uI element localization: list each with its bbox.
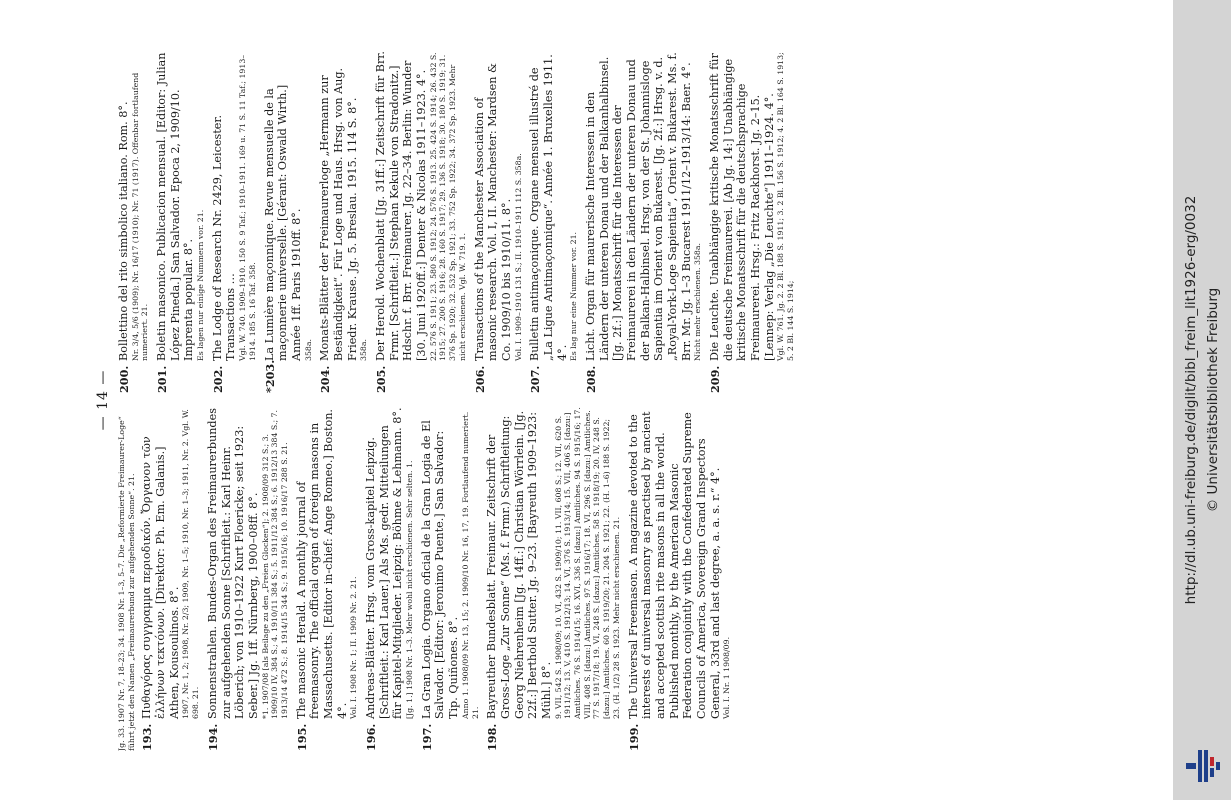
entry-title: Der Herold. Wochenblatt [Jg. 31ff.:] Zeitschrift für Brr. Frmr. [Schriftleit.:] Stephan Kekule von Stradonitz.] Hdschr. f. Brr. Freimaurer. Jg. 22–34. Berlin: Wunder [30. Juni 1920ff.:] Denter & Nicolas 1911–1923. 4°. — [373, 51, 428, 361]
continuation-note: Jg. 33. 1907 Nr. 7, 18–23; 34. 1908 Nr. 1–3, 5–7. Die „Reformierte Freimaurer-Loge“ führt jetzt den Namen „Freimaurerbund zur aufgehenden Sonne“. 21. — [116, 416, 136, 751]
entry-title: Licht. Organ für maurerische Interessen in den Ländern der unteren Donau und der Balkanhalbinsel. [Jg. 2f.:] Monatsschrift für die Interessen der Freimaurerei in den Ländern der unteren Donau und der Balkan-Halbinsel. Hrsg. von der St. Johannisloge Sapientia im Orient von Bukarest. [Jg. 2f.:] Hrsg. v. d. „Royal-York-Loge Sapientia“, Orient v. Bukarest. Ms. f. Brr. Mr. Jg. 1–3 Bucarest 1911/12–1913/14: Baer. 4°. — [583, 52, 693, 361]
logo-bar — [1186, 763, 1196, 769]
entry-number: 205. — [373, 365, 388, 393]
entry-holdings: Vol. I. 1909–1910 131 S.; II. 1910–1911 112 S. 358a. — [513, 153, 523, 361]
bibliography-entry — [155, 49, 206, 393]
entry-title: The Lodge of Research Nr. 2429, Leicester. Transactions … — [210, 114, 237, 361]
logo-bar — [1198, 750, 1202, 782]
entry-title: Transactions of the Manchester Association of masonic research. Vol. I, II. Manchester: Mardsen & Co. 1909/10 bis 1910/11. 8°. — [472, 63, 513, 361]
entry-holdings: Vol. I. 1908 Nr. 1; II. 1909 Nr. 2. 21. — [348, 576, 358, 719]
entry-number: 197. — [419, 723, 434, 751]
entry-body — [626, 407, 731, 719]
bibliography-entry — [210, 49, 257, 393]
entry-title: La Gran Logia. Organo oficial de la Gran Logia de El Salvador. [Editor: Jeronimo Puente.] San Salvador: Tip. Quiñones. 8°. — [419, 420, 460, 719]
entry-body — [419, 407, 479, 719]
entry-number: 202. — [210, 365, 225, 393]
entry-title: The masonic Herald. A monthly journal of freemasonry. The official organ of foreign masons in Massachusetts. [Editor in-chief: Ange Romeo.] Boston. 4°. — [294, 409, 349, 719]
rotated-page — [87, 35, 1087, 765]
entry-body — [707, 49, 795, 361]
entry-holdings: Vgl. W. 740. 1909–1910. 150 S. 9 Taf.; 1910–1911. 169 u. 71 S. 11 Taf.; 1913–1914. 185 S. 16 Taf. 358. — [237, 54, 257, 361]
entry-number: *203. — [262, 359, 277, 393]
bibliography-entry — [364, 407, 415, 751]
entry-holdings: Es lagen nur einige Nummern vor. 21. — [195, 209, 205, 361]
logo-bar — [1210, 768, 1214, 777]
bibliography-entry — [472, 49, 523, 393]
bibliography-entry — [528, 49, 579, 393]
entry-holdings: Vol. I. Nr. 1 1908/09. — [721, 636, 731, 719]
entry-holdings: 358a. — [303, 338, 313, 361]
column-left — [117, 407, 1077, 751]
entry-holdings: Vgl. W. 761. Jg. 2. 2 Bl. 188 S. 1911; 3. 2 Bl. 156 S. 1912; 4. 2 Bl. 164 S. 1913; 5. 2 Bl. 144 S. 1914; — [775, 52, 795, 361]
entry-body — [583, 49, 702, 361]
entry-title: Boletin masonico. Publicacion mensual. [Editor: Julian López Pineda.] San Salvador. Epoca 2, 1909/10. Imprenta popular. 8°. — [154, 52, 195, 361]
entry-body — [117, 49, 150, 361]
entry-number: 198. — [484, 723, 499, 751]
column-right — [117, 49, 1077, 393]
entry-body — [155, 49, 206, 361]
entry-number: 193. — [139, 723, 154, 751]
entry-holdings: 1907, Nr. 1, 2; 1908, Nr. 2/3; 1909, Nr. 1–5; 1910, Nr. 1–3; 1911, Nr. 2. Vgl. W. 698. 21. — [180, 409, 200, 719]
page-header: — 14 — — [94, 369, 111, 431]
entry-body — [318, 49, 369, 361]
entry-title: The Universal Freemason. A magazine devoted to the interests of universal masonry as practised by ancient and accepted scottish rite masons in all the world. Published monthly, by the American Masonic Federation conjointly with the Confederated Supreme Councils of America, Sovereign Grand Inspectors General, 33rd and last degree, a. a. s. r.“ 4°. — [626, 411, 722, 719]
library-logo-icon — [1184, 748, 1222, 784]
entry-number: 208. — [583, 365, 598, 393]
sidebar — [1173, 0, 1231, 800]
entry-holdings: 358a. — [358, 338, 368, 361]
entry-number: 194. — [205, 723, 220, 751]
bibliography-entry — [374, 49, 468, 393]
page-columns — [117, 35, 1077, 765]
entry-holdings: Anno 1. 1908/09 Nr. 13, 15; 2. 1909/10 Nr. 16, 17, 19. Fortlaufend numeriert. 21. — [460, 411, 479, 719]
entry-number: 200. — [116, 365, 131, 393]
bibliography-entry — [419, 407, 479, 751]
copyright-text: © Universitätsbibliothek Freiburg — [1205, 287, 1221, 513]
entry-number: 199. — [626, 723, 641, 751]
entry-holdings: Nicht mehr erschienen. 358a. — [692, 242, 702, 361]
entry-title: Bayreuther Bundesblatt. Freimaur. Zeitschrift der Gross-Loge „Zur Sonne“ (Ms. f. Frmr.) Schriftleitung: Georg Niehrenheim [Jg. 14ff.:] Christian Wörrlein. [Jg. 22f.:] Berthold Sutter. Jg. 9–23. [Bayreuth 1909–1923: Mühl.] 8°. — [484, 410, 553, 719]
entry-title: Bollettino del rito simbolico italiano. Rom. 8°. — [116, 101, 130, 361]
bibliography-entry — [117, 49, 150, 393]
entry-holdings: *1. 1907/08 [als Beilage zu den „Freien Glocken“]; 2. 1908/09 312 S.; 3. 1909/10 IV, 384 S.; 4. 1910/11 384 S.; 5. 1911/12 384 S.; 6. 1912/13 384 S.; 7. 1913/14 472 S.; 8. 1914/15 344 S.; 9. 1915/16; 10. 1916/17 288 S. 21. — [260, 409, 289, 719]
bibliography-entry — [485, 407, 621, 751]
source-url-link[interactable]: http://dl.ub.uni-freiburg.de/diglit/bibl_freim_lit1926-erg/0032 — [1183, 195, 1199, 605]
entry-holdings: 9. VII, 542 S. 1908/09; 10. VI, 432 S. 1909/10; 11. VII, 608 S.; 12. VII, 620 S. 1911/12; 13. V, 410 S. 1912/13; 14. VI, 376 S. 1913/14; 15. VII, 406 S. [dazu:] Amtliches. 76 S. 1914/15; 16. XVI, 336 S. [dazu:] Amtliches. 94 S. 1915/16; 17. VIII, 408 S. [dazu:] Amtliches. 97 S. 1916/17; 18. VI, 296 S. [dazu:] Amtliches. 77 S. 1917/18; 19. VI, 248 S. [dazu:] Amtliches. 58 S. 1918/19; 20. IV, 248 S. [dazu:] Amtliches. 60 S. 1919/20; 21. 204 S. 1921; 22. (H. 1–6) 188 S. 1922; 23. (H. 1/2) 28 S. 1923. Mehr nicht erschienen. 21. — [553, 407, 621, 719]
entry-number: 195. — [294, 723, 309, 751]
entry-number: 201. — [154, 365, 169, 393]
bibliography-entry — [707, 49, 795, 393]
logo-bar — [1204, 750, 1208, 782]
entry-body — [472, 49, 523, 361]
entry-body — [262, 49, 313, 361]
logo-bar — [1210, 757, 1214, 766]
entry-body — [294, 407, 358, 719]
bibliography-entry — [140, 407, 200, 751]
bibliography-entry — [205, 407, 289, 751]
entry-title: Monats-Blätter der Freimaurerloge „Hermann zur Beständigkeit“. Für Loge und Haus. Hrsg. von Aug. Friedr. Krause. Jg. 5. Breslau. 1915. 114 S. 8°. — [317, 67, 359, 361]
entry-holdings: Nr. 3/4, 5/6 (1909); Nr. 16/17 (1910); Nr. 71 (1917). Offenbar fortlaufend numeriert. 21. — [130, 72, 149, 361]
entry-body — [374, 49, 468, 361]
bibliography-entry — [262, 49, 313, 393]
entry-number: 207. — [527, 365, 542, 393]
bibliography-entry — [583, 49, 702, 393]
entry-body — [528, 49, 579, 361]
entry-number: 209. — [707, 365, 722, 393]
entry-title: Die Leuchte. Unabhängige kritische Monatsschrift für die deutsche Freimaurerei. [Ab Jg. 14:] Unabhängige kritische Monatsschrift für die deutschsprachige Freimaurerei. Hrsg.: Fritz Rackhorst. Jg. 2–15. [Lennep: Verlag „Die Leuchte“] 1911–1924. 4°. — [707, 53, 776, 361]
entry-title: Sonnenstrahlen. Bundes-Organ des Freimaurerbundes zur aufgehenden Sonne [Schriftleit.: Karl Heinr. Löberich; von 1910–1922 Kurt Floericke; seit 1923: Seber.] Jg. 1ff. Nürnberg, 1900–08ff. 8°. — [205, 408, 260, 719]
entry-title: Πυθαγόρας συγγραμμα περιοδικόν. Ὄργανον τῶν ἑλλήνων τεκτόνων. [Direktor: Ph. Em. Galanis.] Athen, Kousoulinos. 8°. — [139, 436, 181, 719]
entry-body — [485, 407, 621, 719]
entry-body — [205, 407, 289, 719]
entry-title: Andreas-Blätter. Hrsg. vom Gross-kapitel Leipzig. [Schriftleit.: Karl Lauer.] Als Ms. gedr. Mitteilungen für Kapitel-Mitglieder. Leipzig: Böhme & Lehmann. 8°. — [363, 407, 404, 719]
entry-title: La Lumière maçonnique. Revue mensuelle de la maçonnerie universelle. [Gérant: Oswald Wirth.] Année 1ff. Paris 1910ff. 8°. — [262, 84, 303, 361]
entry-holdings: Es lag nur eine Nummer vor. 21. — [568, 231, 578, 361]
sidebar-text — [1180, 10, 1224, 790]
entry-holdings: [Jg. 1.] 1908 Nr. 1–3. Mehr wohl nicht erschienen. Sehr selten. 1. — [404, 460, 414, 719]
bibliography-entry — [294, 407, 358, 751]
bibliography-entry — [318, 49, 369, 393]
entry-body — [210, 49, 257, 361]
entry-number: 206. — [472, 365, 487, 393]
bibliography-entry — [626, 407, 731, 751]
entry-body — [364, 407, 415, 719]
entry-body — [140, 407, 200, 719]
logo-bar — [1216, 762, 1220, 770]
entry-number: 204. — [317, 365, 332, 393]
entry-number: 196. — [363, 723, 378, 751]
entry-holdings: 22. 576 S. 1911; 23. 580 S. 1912; 24. 576 S. 1913. 25. 424 S. 1914; 26. 432 S. 1915; 27. 200 S. 1916; 28. 160 S. 1917; 29. 136 S. 1918; 30. 180 S. 1919; 31. 376 Sp. 1920; 32. 532 Sp. 1921; 33. 752 Sp. 1922; 34. 372 Sp. 1923. Mehr nicht erschienen. Vgl. W. 719. 1. — [428, 52, 467, 361]
entry-title: Bulletin antimaçonique. Organe mensuel illustré de „La Ligue Antimaçonnique“. Année 1. Bruxelles 1911. 4°. — [527, 54, 569, 361]
